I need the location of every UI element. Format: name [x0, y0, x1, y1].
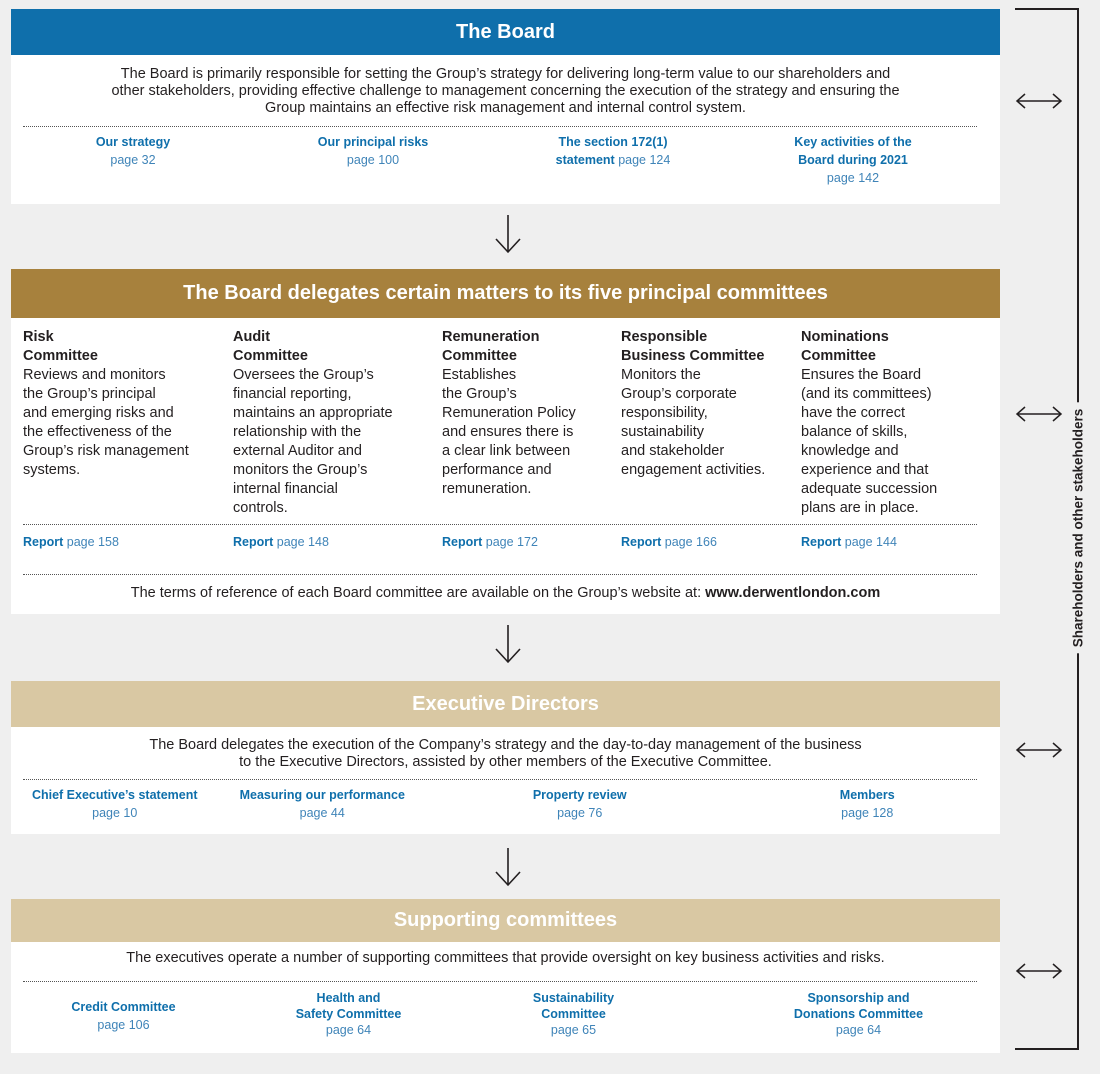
committee-nominations: Nominations Committee Ensures the Board (and its committees) have the correct balance of skills, knowledge and experience and that adequate succession plans are in place. — [801, 329, 938, 516]
stakeholders-label: Shareholders and other stakeholders — [1071, 403, 1086, 654]
supporting-committees-panel — [11, 899, 1000, 1053]
executive-directors-panel — [11, 681, 1000, 834]
board-title: The Board — [456, 20, 555, 43]
link-measuring-performance[interactable]: Measuring our performance page 44 — [239, 788, 405, 820]
link-key-activities[interactable]: Key activities of the Board during 2021 page 142 — [794, 135, 912, 185]
report-link-risk[interactable]: Report page 158 — [23, 535, 119, 549]
committee-reports — [11, 535, 976, 549]
website-link[interactable]: www.derwentlondon.com — [705, 585, 881, 601]
committee-audit: Audit Committee Oversees the Group’s financial reporting, maintains an appropriate relationship with the external Auditor and monitors the Group’s internal financial controls. — [233, 329, 393, 516]
supporting-committees-links — [11, 982, 971, 1038]
report-link-audit[interactable]: Report page 148 — [233, 535, 329, 549]
committee-responsible-business: Responsible Business Committee Monitors the Group’s corporate responsibility, sustainability and stakeholder engagement activities. — [621, 329, 766, 478]
stakeholders-bracket — [1015, 8, 1079, 1050]
down-arrow-icon — [490, 213, 526, 255]
executive-directors-links — [11, 780, 971, 822]
double-arrow-icon — [1014, 404, 1064, 424]
executive-directors-header — [11, 681, 1000, 727]
committee-remuneration: Remuneration Committee Establishes the Group’s Remuneration Policy and ensures there is a clear link between performance and remuneration. — [442, 329, 576, 497]
terms-of-reference: The terms of reference of each Board committee are available on the Group’s website at: www.derwentlondon.com — [130, 585, 881, 601]
down-arrow-icon — [490, 846, 526, 888]
double-arrow-icon — [1014, 961, 1064, 981]
supporting-committees-header — [11, 899, 1000, 942]
supporting-committees-title: Supporting committees — [393, 909, 618, 931]
link-members[interactable]: Members page 128 — [839, 788, 895, 820]
report-link-responsible-business[interactable]: Report page 166 — [621, 535, 717, 549]
committee-columns — [11, 318, 1000, 518]
executive-directors-title: Executive Directors — [412, 692, 599, 715]
report-link-nominations[interactable]: Report page 144 — [801, 535, 897, 549]
link-credit-committee[interactable]: Credit Committee page 106 — [71, 1000, 176, 1032]
link-property-review[interactable]: Property review page 76 — [532, 788, 627, 820]
board-links — [11, 127, 973, 187]
link-chief-executives-statement[interactable]: Chief Executive’s statement page 10 — [31, 788, 198, 820]
committees-header — [11, 269, 1000, 318]
double-arrow-icon — [1014, 740, 1064, 760]
supporting-committees-description: The executives operate a number of supporting committees that provide oversight on key business activities and risks. — [126, 950, 885, 966]
board-panel — [11, 9, 1000, 204]
double-arrow-icon — [1014, 91, 1064, 111]
divider — [23, 524, 977, 525]
down-arrow-icon — [490, 623, 526, 665]
board-description: The Board is primarily responsible for setting the Group’s strategy for delivering long-term value to our shareholders and other stakeholders, providing effective challenge to management concerning the execution of the strategy and ensuring the Group maintains an effective risk management and internal control system. — [111, 66, 900, 116]
executive-directors-description: The Board delegates the execution of the Company’s strategy and the day-to-day management of the business to the Executive Directors, assisted by other members of the Executive Committee. — [149, 737, 862, 770]
link-sponsorship-committee[interactable]: Sponsorship and Donations Committee page 64 — [793, 991, 924, 1037]
link-section-172[interactable]: The section 172(1) statement page 124 — [555, 135, 671, 167]
board-header — [11, 9, 1000, 55]
committees-panel — [11, 269, 1000, 614]
link-our-principal-risks[interactable]: Our principal risks page 100 — [317, 135, 429, 167]
committee-risk: Risk Committee Reviews and monitors the Group’s principal and emerging risks and the effectiveness of the Group’s risk management systems. — [23, 329, 189, 478]
link-health-and-safety-committee[interactable]: Health and Safety Committee page 64 — [295, 991, 402, 1037]
committees-title: The Board delegates certain matters to its five principal committees — [183, 282, 828, 304]
report-link-remuneration[interactable]: Report page 172 — [442, 535, 538, 549]
link-sustainability-committee[interactable]: Sustainability Committee page 65 — [532, 991, 615, 1037]
link-our-strategy[interactable]: Our strategy page 32 — [95, 135, 171, 167]
divider — [23, 574, 977, 575]
